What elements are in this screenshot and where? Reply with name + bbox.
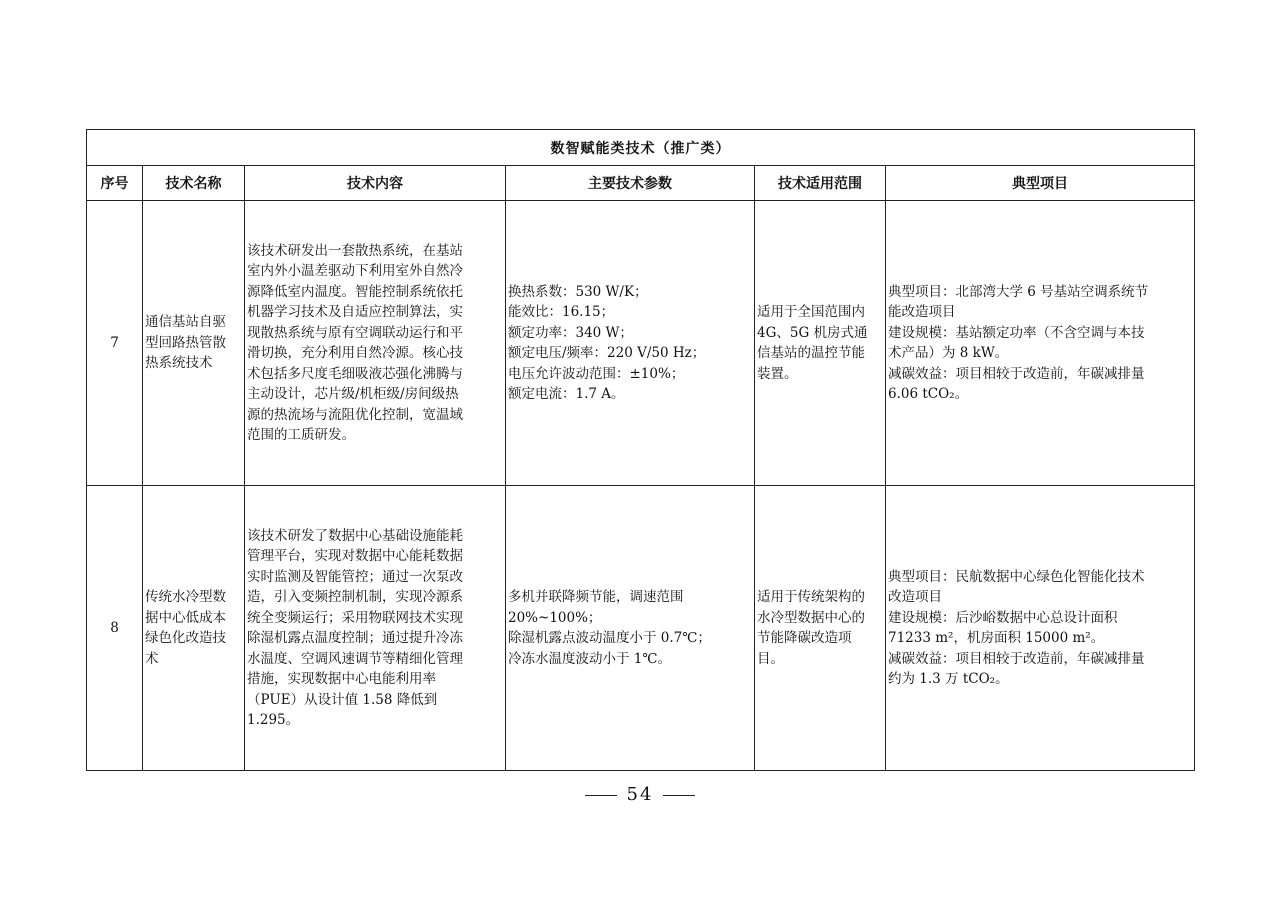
cell-project-line: 减碳效益：项目相较于改造前，年碳减排量 xyxy=(888,365,1145,382)
cell-scope-line: 水冷型数据中心的 xyxy=(757,609,865,626)
cell-name xyxy=(143,486,245,771)
cell-content xyxy=(245,201,506,486)
table-row xyxy=(87,486,1195,771)
cell-params-line: 额定功率：340 W； xyxy=(508,324,633,341)
cell-content-line: 术包括多尺度毛细吸液芯强化沸腾与 xyxy=(247,365,463,382)
page-number xyxy=(0,784,1280,805)
cell-project-line: 71233 m²，机房面积 15000 m²。 xyxy=(888,630,1105,646)
cell-project-line: 术产品）为 8 kW。 xyxy=(888,345,1009,361)
cell-content-line: 水温度、空调风速调节等精细化管理 xyxy=(247,650,463,667)
cell-params-line: 能效比：16.15； xyxy=(508,304,615,320)
cell-scope-line: 适用于全国范围内 xyxy=(757,304,865,320)
cell-scope-line: 信基站的温控节能 xyxy=(757,345,865,361)
cell-params-line: 额定电压/频率：220 V/50 Hz； xyxy=(508,345,706,361)
cell-scope-line: 4G、5G 机房式通 xyxy=(757,324,868,341)
header-params: 主要技术参数 xyxy=(506,166,755,201)
cell-project-line: 减碳效益：项目相较于改造前，年碳减排量 xyxy=(888,650,1145,667)
cell-name-line: 通信基站自驱 xyxy=(145,314,226,331)
cell-no: 8 xyxy=(87,486,143,771)
cell-project-line: 改造项目 xyxy=(888,589,942,605)
technology-table xyxy=(86,129,1195,771)
page-number-value: 54 xyxy=(626,784,654,805)
cell-params-line: 20%~100%； xyxy=(508,609,602,626)
cell-content-line: 范围的工质研发。 xyxy=(247,427,355,443)
cell-content-line: 滑切换，充分利用自然冷源。核心技 xyxy=(247,345,463,361)
cell-content-line: 室内外小温差驱动下利用室外自然冷 xyxy=(247,263,463,279)
cell-project-line: 建设规模：基站额定功率（不含空调与本技 xyxy=(888,324,1145,341)
cell-params xyxy=(506,201,755,486)
cell-params-line: 除湿机露点波动温度小于 0.7℃； xyxy=(508,630,711,646)
cell-scope-line: 目。 xyxy=(757,650,784,667)
table-row xyxy=(87,201,1195,486)
cell-params-line: 额定电流：1.7 A。 xyxy=(508,386,625,402)
cell-content-line: 管理平台，实现对数据中心能耗数据 xyxy=(247,548,463,564)
cell-params xyxy=(506,486,755,771)
cell-project-line: 建设规模：后沙峪数据中心总设计面积 xyxy=(888,609,1118,626)
header-project: 典型项目 xyxy=(886,166,1195,201)
table-caption: 数智赋能类技术（推广类） xyxy=(87,130,1195,166)
cell-scope-line: 装置。 xyxy=(757,365,798,382)
cell-content-line: 源的热流场与流阻优化控制，宽温域 xyxy=(247,406,463,423)
cell-params-line: 电压允许波动范围：±10%； xyxy=(508,365,685,382)
cell-content-line: 除湿机露点温度控制；通过提升冷冻 xyxy=(247,630,463,646)
header-name: 技术名称 xyxy=(143,166,245,201)
cell-project-line: 典型项目：民航数据中心绿色化智能化技术 xyxy=(888,568,1145,585)
cell-name-line: 术 xyxy=(145,650,159,667)
cell-name-line: 绿色化改造技 xyxy=(145,630,226,646)
cell-project-line: 约为 1.3 万 tCO₂。 xyxy=(888,671,1009,687)
cell-content-line: 措施，实现数据中心电能利用率 xyxy=(247,671,436,687)
cell-project xyxy=(886,201,1195,486)
header-scope: 技术适用范围 xyxy=(755,166,886,201)
cell-content-line: 源降低室内温度。智能控制系统依托 xyxy=(247,283,463,300)
cell-name-line: 传统水冷型数 xyxy=(145,589,226,605)
table-header-row xyxy=(87,166,1195,201)
cell-name xyxy=(143,201,245,486)
cell-content-line: 该技术研发出一套散热系统，在基站 xyxy=(247,242,463,259)
cell-scope-line: 节能降碳改造项 xyxy=(757,630,852,646)
cell-name-line: 热系统技术 xyxy=(145,355,213,372)
cell-content-line: 现散热系统与原有空调联动运行和平 xyxy=(247,324,463,341)
cell-content-line: 实时监测及智能管控；通过一次泵改 xyxy=(247,568,463,585)
dash-right xyxy=(663,795,695,796)
cell-content-line: 1.295。 xyxy=(247,712,300,728)
cell-project-line: 能改造项目 xyxy=(888,304,956,320)
cell-content-line: 统全变频运行；采用物联网技术实现 xyxy=(247,609,463,626)
dash-left xyxy=(585,795,617,796)
cell-content-line: 机器学习技术及自适应控制算法，实 xyxy=(247,304,463,320)
cell-name-line: 据中心低成本 xyxy=(145,609,226,626)
cell-content-line: 该技术研发了数据中心基础设施能耗 xyxy=(247,527,463,544)
cell-content-line: 造，引入变频控制机制，实现冷源系 xyxy=(247,589,463,605)
cell-scope xyxy=(755,201,886,486)
cell-scope-line: 适用于传统架构的 xyxy=(757,589,865,605)
cell-content xyxy=(245,486,506,771)
cell-project-line: 6.06 tCO₂。 xyxy=(888,386,969,402)
cell-no: 7 xyxy=(87,201,143,486)
cell-params-line: 多机并联降频节能，调速范围 xyxy=(508,589,684,605)
cell-content-line: （PUE）从设计值 1.58 降低到 xyxy=(247,691,438,708)
header-content: 技术内容 xyxy=(245,166,506,201)
cell-name-line: 型回路热管散 xyxy=(145,334,226,351)
cell-project xyxy=(886,486,1195,771)
header-no: 序号 xyxy=(87,166,143,201)
cell-project-line: 典型项目：北部湾大学 6 号基站空调系统节 xyxy=(888,283,1149,300)
cell-params-line: 换热系数：530 W/K； xyxy=(508,283,648,300)
cell-content-line: 主动设计，芯片级/机柜级/房间级热 xyxy=(247,386,459,402)
cell-scope xyxy=(755,486,886,771)
cell-params-line: 冷冻水温度波动小于 1℃。 xyxy=(508,650,671,667)
